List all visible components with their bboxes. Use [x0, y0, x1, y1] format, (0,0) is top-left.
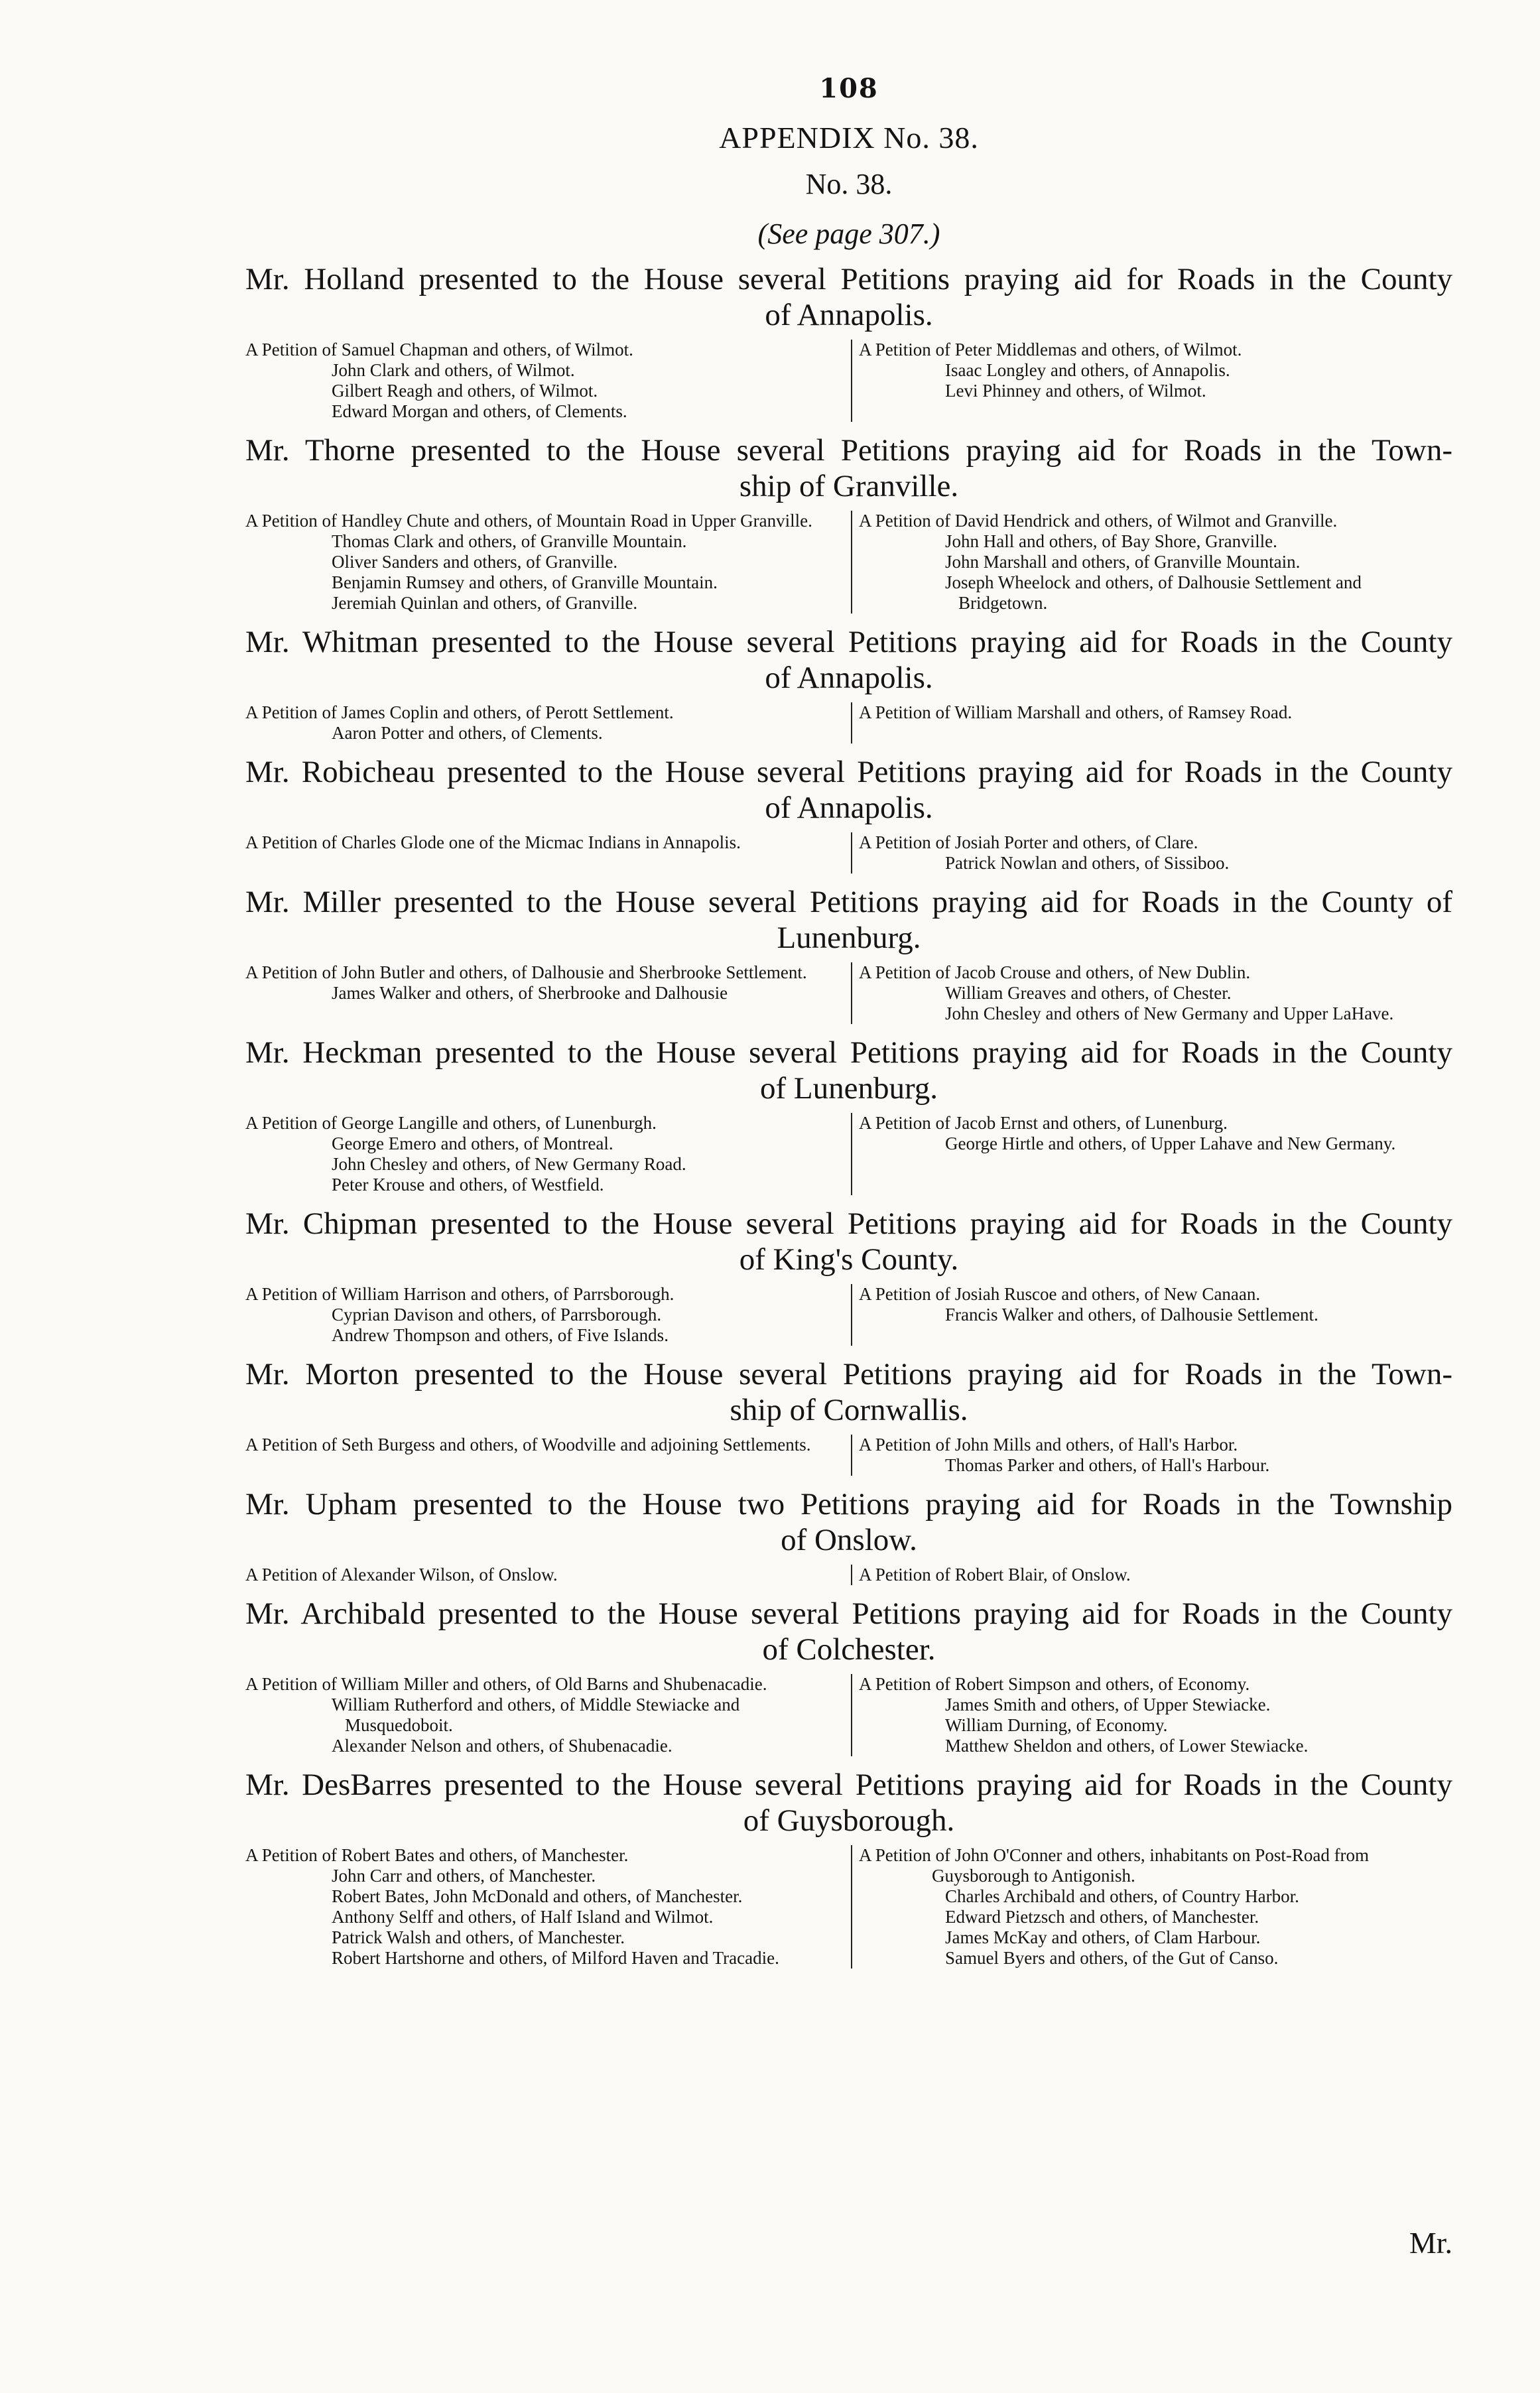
- heading-line-1: Mr. Thorne presented to the House several Petitions praying aid for Roads in the Town-: [245, 433, 1452, 468]
- catchword: Mr.: [1409, 2226, 1452, 2260]
- petition-columns: [245, 1845, 1452, 1969]
- left-petition-column: [245, 962, 852, 1024]
- heading-line-1: Mr. Whitman presented to the House several Petitions praying aid for Roads in the County: [245, 625, 1452, 659]
- left-petition-column: [245, 702, 852, 744]
- petition-columns: [245, 962, 1452, 1024]
- petition-section: [245, 1206, 1452, 1346]
- heading-line-2: of Annapolis.: [765, 661, 933, 695]
- petition-section: [245, 884, 1452, 1024]
- petition-entry: A Petition of Jacob Ernst and others, of Lunenburg.: [859, 1113, 1228, 1133]
- right-petition-column: [852, 962, 1449, 1024]
- petition-entry: James McKay and others, of Clam Harbour.: [945, 1927, 1261, 1947]
- heading-line-2: of Annapolis.: [765, 298, 933, 332]
- see-page-reference: (See page 307.): [757, 218, 940, 250]
- petition-entry: Matthew Sheldon and others, of Lower Stewiacke.: [945, 1736, 1309, 1756]
- petition-columns: [245, 511, 1452, 614]
- right-petition-column: [852, 511, 1449, 614]
- petition-columns: [245, 1435, 1452, 1476]
- petition-columns: [245, 702, 1452, 744]
- petition-entry: A Petition of Josiah Ruscoe and others, of New Canaan.: [859, 1284, 1261, 1304]
- petition-entry: Samuel Byers and others, of the Gut of Canso.: [945, 1948, 1279, 1968]
- petition-entry: A Petition of Jacob Crouse and others, of New Dublin.: [859, 962, 1251, 982]
- right-petition-column: [852, 1845, 1449, 1969]
- petition-entry: Aaron Potter and others, of Clements.: [332, 723, 603, 743]
- petition-entry: Cyprian Davison and others, of Parrsborough.: [332, 1305, 662, 1325]
- petition-entry: A Petition of John O'Conner and others, inhabitants on Post-Road from Guysborough to Antigonish.: [859, 1845, 1370, 1886]
- petition-entry: William Greaves and others, of Chester.: [945, 983, 1232, 1003]
- section-heading: [245, 754, 1452, 826]
- heading-line-2: of Guysborough.: [743, 1803, 955, 1838]
- petition-entry: George Hirtle and others, of Upper Lahave and New Germany.: [945, 1133, 1396, 1153]
- left-petition-column: [245, 1845, 852, 1969]
- right-petition-column: [852, 1284, 1449, 1346]
- heading-line-2: ship of Cornwallis.: [730, 1393, 968, 1427]
- petition-columns: [245, 340, 1452, 422]
- petition-section: [245, 1035, 1452, 1195]
- petition-entry: Patrick Walsh and others, of Manchester.: [332, 1927, 625, 1947]
- heading-line-1: Mr. Robicheau presented to the House several Petitions praying aid for Roads in the County: [245, 755, 1452, 789]
- petition-sections: [245, 261, 1452, 1969]
- petition-entry: A Petition of William Marshall and others, of Ramsey Road.: [859, 702, 1293, 722]
- petition-entry: John Marshall and others, of Granville Mountain.: [945, 552, 1301, 572]
- petition-entry: Anthony Selff and others, of Half Island and Wilmot.: [332, 1907, 714, 1927]
- petition-entry: A Petition of Seth Burgess and others, of Woodville and adjoining Settlements.: [245, 1435, 811, 1455]
- petition-entry: A Petition of Robert Blair, of Onslow.: [859, 1565, 1131, 1585]
- section-heading: [245, 1596, 1452, 1667]
- heading-line-2: of Colchester.: [762, 1632, 936, 1667]
- left-petition-column: [245, 832, 852, 873]
- petition-section: [245, 1596, 1452, 1756]
- petition-entry: A Petition of Charles Glode one of the Micmac Indians in Annapolis.: [245, 832, 741, 852]
- petition-entry: Francis Walker and others, of Dalhousie Settlement.: [945, 1305, 1318, 1325]
- petition-section: [245, 1356, 1452, 1476]
- heading-line-1: Mr. Holland presented to the House several Petitions praying aid for Roads in the County: [245, 262, 1452, 296]
- left-petition-column: [245, 511, 852, 614]
- petition-entry: Thomas Parker and others, of Hall's Harbour.: [945, 1455, 1270, 1475]
- heading-line-1: Mr. DesBarres presented to the House several Petitions praying aid for Roads in the County: [245, 1768, 1452, 1802]
- petition-entry: Robert Hartshorne and others, of Milford Haven and Tracadie.: [332, 1948, 779, 1968]
- heading-line-2: of Annapolis.: [765, 791, 933, 825]
- petition-columns: [245, 1674, 1452, 1756]
- section-heading: [245, 1035, 1452, 1106]
- petition-entry: Peter Krouse and others, of Westfield.: [332, 1175, 604, 1195]
- petition-entry: A Petition of John Mills and others, of Hall's Harbor.: [859, 1435, 1238, 1455]
- petition-entry: Edward Morgan and others, of Clements.: [332, 401, 627, 421]
- petition-entry: A Petition of David Hendrick and others, of Wilmot and Granville.: [859, 511, 1338, 531]
- heading-line-2: of Lunenburg.: [759, 1071, 938, 1106]
- left-petition-column: [245, 1435, 852, 1476]
- heading-line-1: Mr. Archibald presented to the House several Petitions praying aid for Roads in the County: [245, 1596, 1452, 1631]
- petition-entry: John Chesley and others, of New Germany Road.: [332, 1154, 686, 1174]
- petition-entry: A Petition of Alexander Wilson, of Onslow.: [245, 1565, 558, 1585]
- petition-entry: A Petition of Robert Simpson and others, of Economy.: [859, 1674, 1250, 1694]
- heading-line-1: Mr. Heckman presented to the House several Petitions praying aid for Roads in the County: [245, 1035, 1452, 1070]
- petition-section: [245, 1486, 1452, 1585]
- document-page: [245, 73, 1452, 1969]
- petition-entry: A Petition of Peter Middlemas and others, of Wilmot.: [859, 340, 1242, 359]
- petition-entry: Gilbert Reagh and others, of Wilmot.: [332, 381, 598, 401]
- petition-entry: A Petition of John Butler and others, of Dalhousie and Sherbrooke Settlement.: [245, 962, 807, 982]
- petition-columns: [245, 1284, 1452, 1346]
- right-petition-column: [852, 1565, 1449, 1585]
- petition-columns: [245, 1565, 1452, 1585]
- appendix-title: APPENDIX No. 38.: [719, 121, 979, 155]
- petition-entry: John Carr and others, of Manchester.: [332, 1866, 596, 1886]
- petition-section: [245, 754, 1452, 873]
- petition-section: [245, 261, 1452, 422]
- petition-section: [245, 1767, 1452, 1969]
- section-heading: [245, 261, 1452, 333]
- heading-line-1: Mr. Upham presented to the House two Petitions praying aid for Roads in the Township: [245, 1487, 1452, 1521]
- right-petition-column: [852, 1674, 1449, 1756]
- petition-entry: John Hall and others, of Bay Shore, Granville.: [945, 531, 1277, 551]
- right-petition-column: [852, 702, 1449, 744]
- petition-entry: Isaac Longley and others, of Annapolis.: [945, 360, 1230, 380]
- right-petition-column: [852, 1435, 1449, 1476]
- heading-line-1: Mr. Chipman presented to the House several Petitions praying aid for Roads in the County: [245, 1206, 1452, 1241]
- petition-entry: A Petition of Samuel Chapman and others, of Wilmot.: [245, 340, 633, 359]
- page-number: 108: [819, 73, 879, 104]
- petition-entry: A Petition of Josiah Porter and others, of Clare.: [859, 832, 1198, 852]
- petition-entry: Alexander Nelson and others, of Shubenacadie.: [332, 1736, 673, 1756]
- petition-entry: Levi Phinney and others, of Wilmot.: [945, 381, 1206, 401]
- section-heading: [245, 624, 1452, 696]
- left-petition-column: [245, 1284, 852, 1346]
- right-petition-column: [852, 1113, 1449, 1195]
- section-number: No. 38.: [805, 168, 893, 200]
- heading-line-1: Mr. Morton presented to the House several Petitions praying aid for Roads in the Town-: [245, 1357, 1452, 1391]
- petition-entry: A Petition of Robert Bates and others, of Manchester.: [245, 1845, 629, 1865]
- petition-entry: A Petition of William Harrison and others, of Parrsborough.: [245, 1284, 674, 1304]
- heading-line-1: Mr. Miller presented to the House several Petitions praying aid for Roads in the County of: [245, 885, 1452, 919]
- section-heading: [245, 1206, 1452, 1277]
- left-petition-column: [245, 340, 852, 422]
- petition-entry: Charles Archibald and others, of Country Harbor.: [945, 1886, 1299, 1906]
- right-petition-column: [852, 832, 1449, 873]
- petition-columns: [245, 1113, 1452, 1195]
- petition-entry: A Petition of George Langille and others, of Lunenburgh.: [245, 1113, 657, 1133]
- right-petition-column: [852, 340, 1449, 422]
- petition-entry: James Smith and others, of Upper Stewiacke.: [945, 1695, 1271, 1714]
- petition-entry: Joseph Wheelock and others, of Dalhousie Settlement and Bridgetown.: [945, 572, 1362, 613]
- petition-entry: Robert Bates, John McDonald and others, of Manchester.: [332, 1886, 743, 1906]
- petition-entry: Oliver Sanders and others, of Granville.: [332, 552, 618, 572]
- left-petition-column: [245, 1565, 852, 1585]
- heading-line-2: Lunenburg.: [777, 921, 921, 955]
- petition-entry: Jeremiah Quinlan and others, of Granville.: [332, 593, 638, 613]
- petition-entry: A Petition of James Coplin and others, of Perott Settlement.: [245, 702, 674, 722]
- petition-entry: James Walker and others, of Sherbrooke and Dalhousie: [332, 983, 728, 1003]
- petition-entry: A Petition of Handley Chute and others, of Mountain Road in Upper Granville.: [245, 511, 812, 531]
- left-petition-column: [245, 1113, 852, 1195]
- heading-line-2: of King's County.: [739, 1242, 959, 1277]
- petition-section: [245, 432, 1452, 614]
- section-heading: [245, 1356, 1452, 1428]
- petition-entry: A Petition of William Miller and others, of Old Barns and Shubenacadie.: [245, 1674, 767, 1694]
- section-heading: [245, 1486, 1452, 1558]
- heading-line-2: ship of Granville.: [739, 469, 959, 503]
- petition-entry: Patrick Nowlan and others, of Sissiboo.: [945, 853, 1230, 873]
- petition-entry: Benjamin Rumsey and others, of Granville Mountain.: [332, 572, 718, 592]
- left-petition-column: [245, 1674, 852, 1756]
- heading-line-2: of Onslow.: [781, 1523, 917, 1557]
- section-heading: [245, 884, 1452, 956]
- petition-entry: John Chesley and others of New Germany and Upper LaHave.: [945, 1003, 1394, 1023]
- petition-entry: George Emero and others, of Montreal.: [332, 1133, 613, 1153]
- petition-entry: John Clark and others, of Wilmot.: [332, 360, 575, 380]
- petition-columns: [245, 832, 1452, 873]
- petition-entry: Edward Pietzsch and others, of Manchester.: [945, 1907, 1259, 1927]
- petition-entry: Thomas Clark and others, of Granville Mountain.: [332, 531, 687, 551]
- petition-section: [245, 624, 1452, 744]
- petition-entry: William Durning, of Economy.: [945, 1715, 1168, 1735]
- section-heading: [245, 432, 1452, 504]
- petition-entry: William Rutherford and others, of Middle Stewiacke and Musquedoboit.: [332, 1695, 740, 1735]
- section-heading: [245, 1767, 1452, 1839]
- petition-entry: Andrew Thompson and others, of Five Islands.: [332, 1325, 669, 1345]
